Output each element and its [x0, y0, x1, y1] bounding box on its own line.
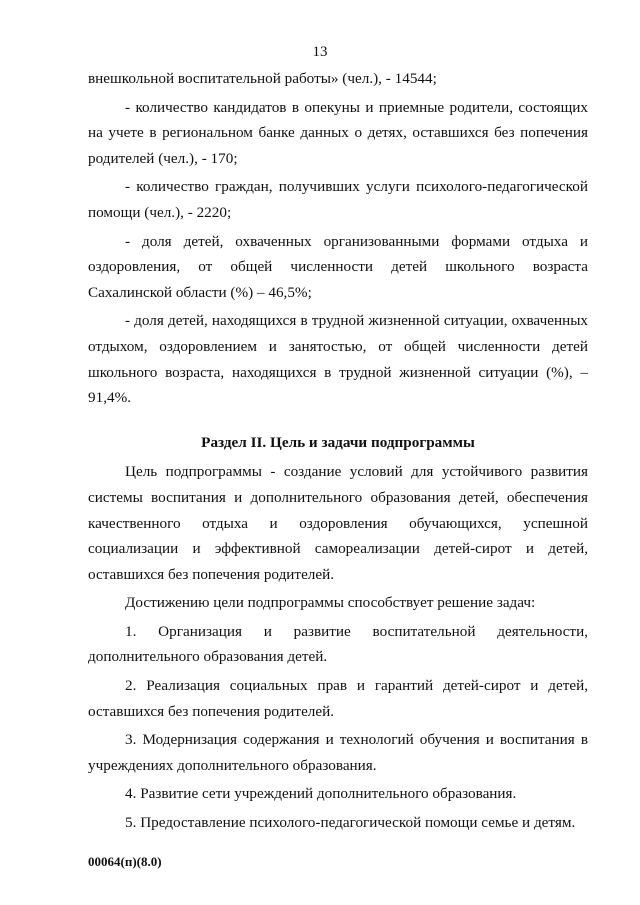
tasks-intro: Достижению цели подпрограммы способствует решение задач:: [125, 594, 536, 612]
page-number: 13: [312, 44, 328, 60]
indicator-item: - доля детей, охваченных организованными формами отдыха и оздоровления, от общей численности детей школьного возраста Сахалинской области (%) – 46,5%;: [88, 232, 588, 301]
section-heading: Раздел II. Цель и задачи подпрограммы: [201, 433, 475, 451]
task-item: 3. Модернизация содержания и технологий обучения и воспитания в учреждениях дополнительного образования.: [88, 731, 588, 774]
document-code: 00064(п)(8.0): [88, 854, 162, 869]
task-item: 4. Развитие сети учреждений дополнительного образования.: [125, 785, 517, 803]
goal-paragraph: Цель подпрограммы - создание условий для устойчивого развития системы воспитания и дополнительного образования детей, обеспечения качественного отдыха и оздоровления обучающихся, успешной социализации и эффективной самореализации детей-сирот и детей, оставшихся без попечения родителей.: [88, 463, 588, 583]
task-item: 1. Организация и развитие воспитательной деятельности, дополнительного образования детей.: [88, 622, 588, 666]
indicator-item: внешкольной воспитательной работы» (чел.), - 14544;: [88, 70, 437, 87]
indicator-item: - количество кандидатов в опекуны и приемные родители, состоящих на учете в региональном банке данных о детях, оставшихся без попечения родителей (чел.), - 170;: [88, 98, 588, 167]
task-item: 5. Предоставление психолого-педагогической помощи семье и детям.: [125, 814, 576, 832]
document-body: [88, 66, 588, 836]
indicator-item: - доля детей, находящихся в трудной жизненной ситуации, охваченных отдыхом, оздоровлением и занятостью, от общей численности детей школьного возраста, находящихся в трудной жизненной ситуации (%), – 91,4%.: [88, 312, 588, 407]
task-item: 2. Реализация социальных прав и гарантий детей-сирот и детей, оставшихся без попечения родителей.: [88, 677, 588, 720]
indicator-item: - количество граждан, получивших услуги психолого-педагогической помощи (чел.), - 2220;: [88, 178, 588, 221]
